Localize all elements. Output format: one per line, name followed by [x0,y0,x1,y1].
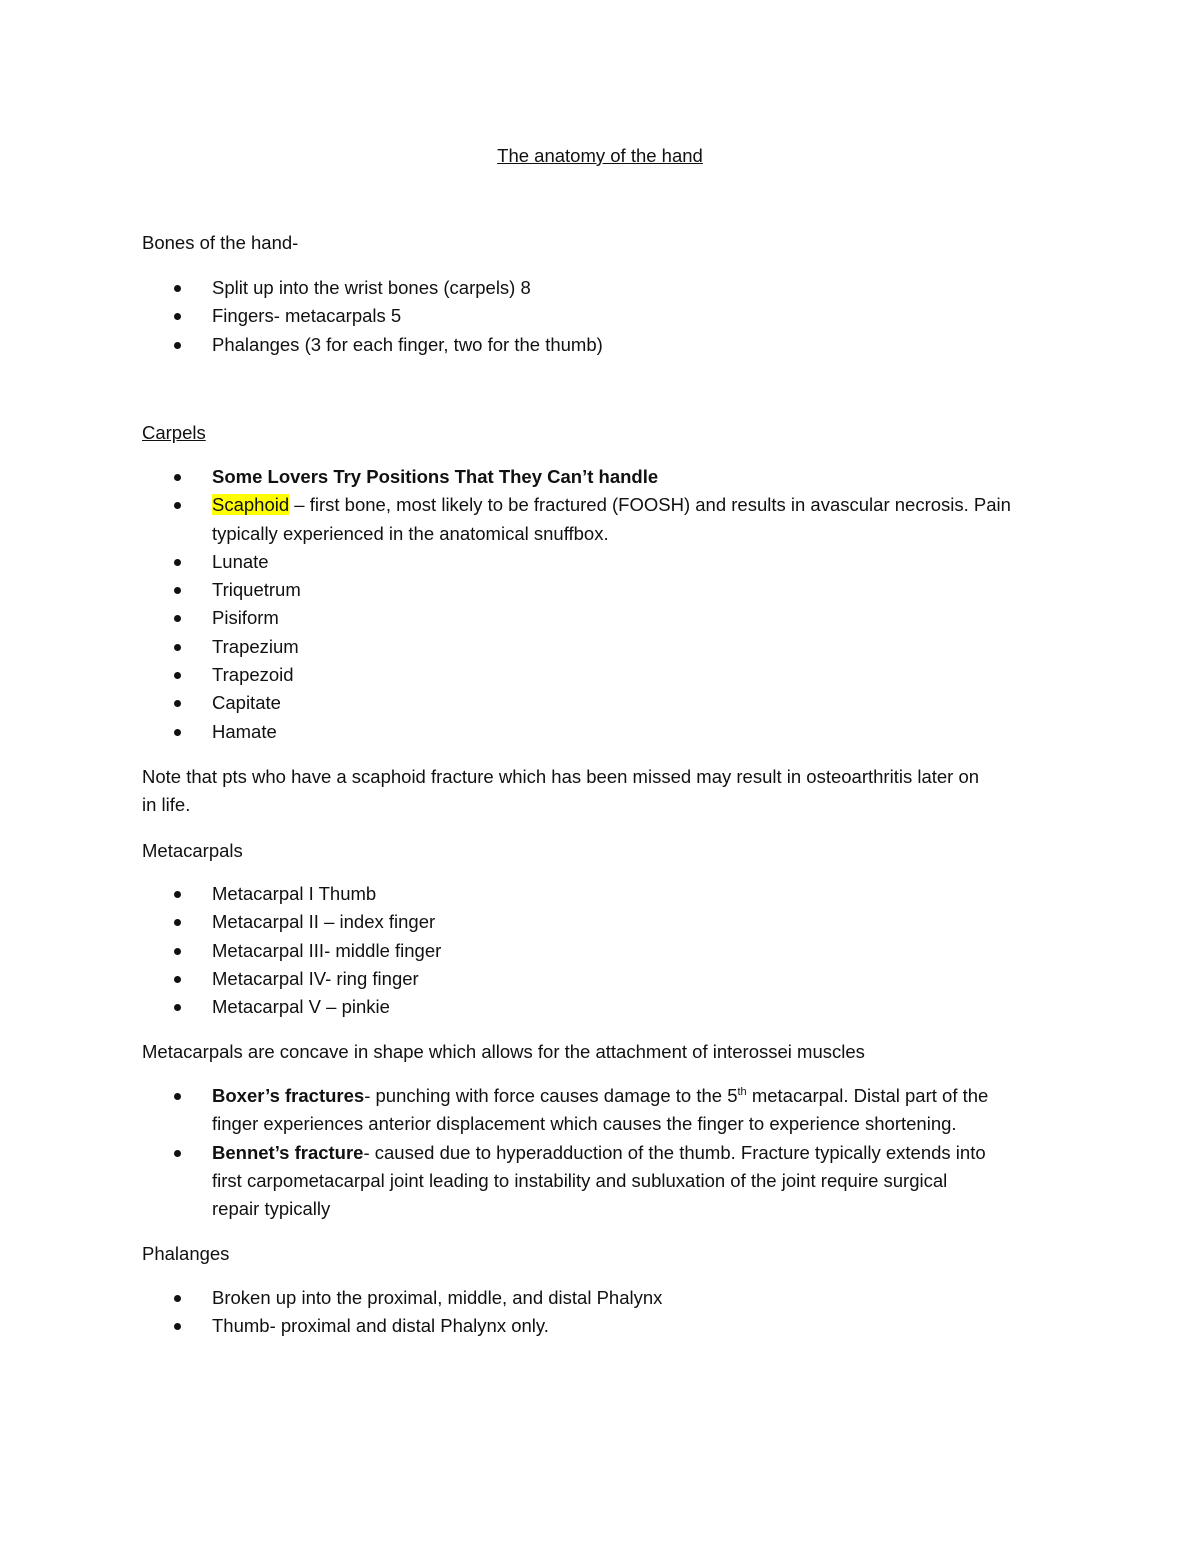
list-item: Metacarpal IV- ring finger [142,965,1062,993]
list-item: Hamate [142,718,1062,746]
metacarpals-note: Metacarpals are concave in shape which allows for the attachment of interossei muscles [142,1041,865,1062]
list-item: Metacarpal I Thumb [142,880,1062,908]
boxer-term: Boxer’s fractures [212,1085,365,1106]
carpels-mnemonic: Some Lovers Try Positions That They Can’t handle [212,466,659,487]
list-item: Boxer’s fractures- punching with force causes damage to the 5th metacarpal. Distal part of the [142,1082,1062,1110]
bullet-icon [174,644,181,651]
bullet-icon [174,1323,181,1330]
list-item: Triquetrum [142,576,1062,604]
list-item: Pisiform [142,604,1062,632]
bones-heading: Bones of the hand- [142,232,299,253]
bullet-icon [174,342,181,349]
list-item-continuation: typically experienced in the anatomical snuffbox. [212,522,609,544]
bullet-icon [174,1004,181,1011]
bullet-icon [174,502,181,509]
metacarpals-list [142,880,1062,1021]
bullet-icon [174,285,181,292]
list-item: Split up into the wrist bones (carpels) 8 [142,274,1062,302]
list-item-continuation: repair typically [212,1198,331,1220]
list-item: Bennet’s fracture- caused due to hyperadduction of the thumb. Fracture typically extends into [142,1139,1062,1167]
bullet-icon [174,615,181,622]
list-item: Scaphoid – first bone, most likely to be fractured (FOOSH) and results in avascular necrosis. Pain [142,491,1062,519]
bullet-icon [174,672,181,679]
bennet-term: Bennet’s fracture [212,1141,364,1163]
bones-list [142,274,1062,359]
bullet-icon [174,1150,181,1157]
list-item: Capitate [142,689,1062,717]
list-item: Lunate [142,548,1062,576]
phalanges-heading: Phalanges [142,1243,230,1264]
list-item: Thumb- proximal and distal Phalynx only. [142,1312,1062,1340]
list-item: Metacarpal II – index finger [142,908,1062,936]
bullet-icon [174,976,181,983]
list-item: Phalanges (3 for each finger, two for the thumb) [142,331,1062,359]
scaphoid-note-line-2: in life. [142,794,191,815]
list-item: Trapezium [142,633,1062,661]
bullet-icon [174,729,181,736]
bullet-icon [174,587,181,594]
scaphoid-note-line-1: Note that pts who have a scaphoid fracture which has been missed may result in osteoarthritis later on [142,766,980,787]
bullet-icon [174,474,181,481]
bullet-icon [174,919,181,926]
list-item [142,463,1062,491]
list-item: Broken up into the proximal, middle, and distal Phalynx [142,1284,1062,1312]
metacarpals-heading: Metacarpals [142,840,243,861]
carpels-list [142,463,1062,746]
scaphoid-highlight: Scaphoid [212,494,290,516]
list-item-continuation: finger experiences anterior displacement which causes the finger to experience shortening. [212,1113,957,1135]
bullet-icon [174,891,181,898]
phalanges-list [142,1284,1062,1341]
bullet-icon [174,1093,181,1100]
list-item: Metacarpal III- middle finger [142,937,1062,965]
carpels-heading: Carpels [142,422,206,443]
bullet-icon [174,313,181,320]
bullet-icon [174,948,181,955]
bullet-icon [174,559,181,566]
bullet-icon [174,1295,181,1302]
bullet-icon [174,700,181,707]
list-item: Fingers- metacarpals 5 [142,302,1062,330]
list-item: Trapezoid [142,661,1062,689]
list-item-continuation: first carpometacarpal joint leading to instability and subluxation of the joint require surgical [212,1169,948,1191]
document-title: The anatomy of the hand [497,145,703,166]
fractures-list [142,1082,1062,1223]
list-item: Metacarpal V – pinkie [142,993,1062,1021]
